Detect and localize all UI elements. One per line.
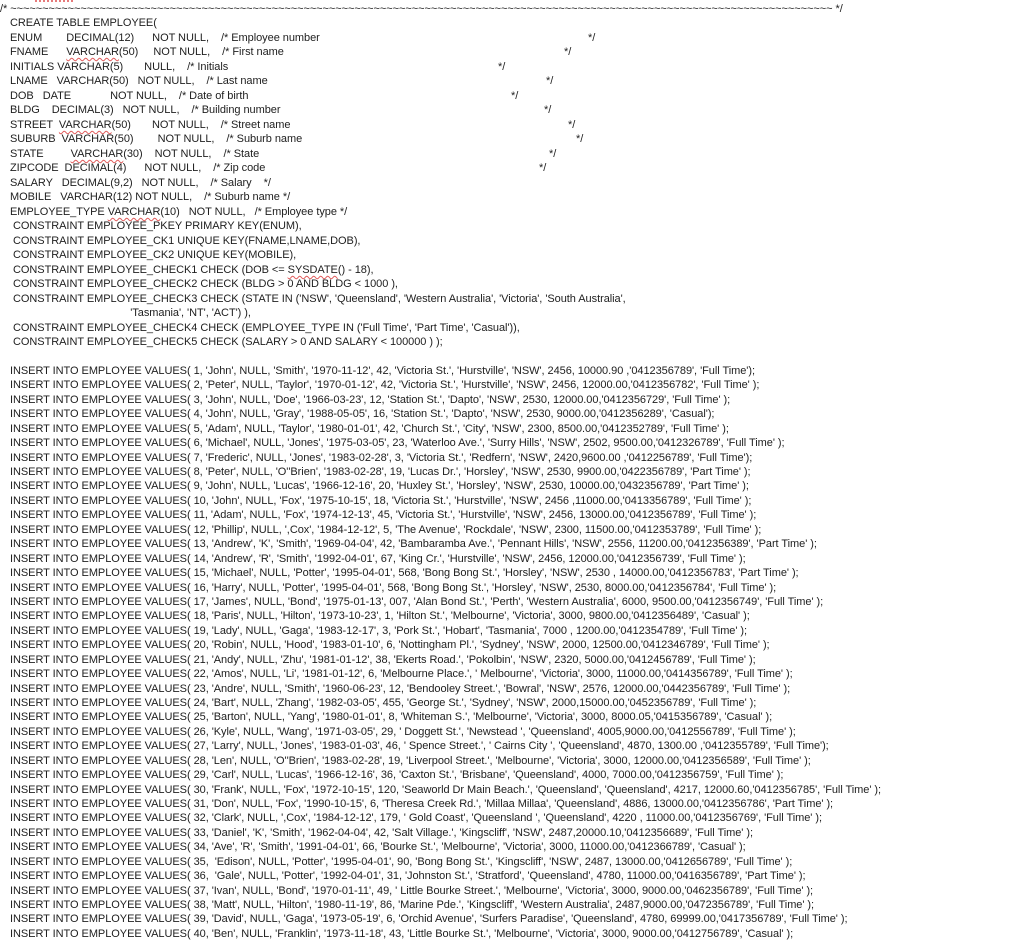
create-line	[10, 147, 557, 161]
insert-line: INSERT INTO EMPLOYEE VALUES( 34, 'Ave', 'R', 'Smith', '1991-04-01', 66, 'Bourke St.', 'Melbourne', 'Victoria', 3000, 11000.00,'0412366789', 'Casual' );	[10, 841, 746, 854]
create-line	[10, 292, 626, 306]
code-text: EMPLOYEE_TYPE VARCHAR(10) NOT NULL, /* Employee type */	[10, 206, 348, 218]
insert-line: INSERT INTO EMPLOYEE VALUES( 6, 'Michael', NULL, 'Jones', '1975-03-05', 23, 'Waterloo Ave.', 'Surry Hills', 'NSW', 2502, 9500.00,'0412326789', 'Full Time' );	[10, 437, 785, 450]
spellcheck-word: VARCHAR	[58, 119, 112, 131]
create-line	[10, 16, 157, 30]
code-text: MOBILE VARCHAR(12) NOT NULL, /* Suburb name */	[10, 191, 291, 203]
insert-line: INSERT INTO EMPLOYEE VALUES( 33, 'Daniel', 'K', 'Smith', '1962-04-04', 42, 'Salt Village.', 'Kingscliff', 'NSW', 2487,20000.10,'0412356689', 'Full Time' );	[10, 826, 753, 839]
insert-line: INSERT INTO EMPLOYEE VALUES( 35, 'Edison', NULL, 'Potter', '1995-04-01', 90, 'Bong Bong St.', 'Kingscliff', 'NSW', 2487, 13000.00,'0412656789', 'Full Time' );	[10, 855, 793, 868]
insert-line: INSERT INTO EMPLOYEE VALUES( 39, 'David', NULL, 'Gaga', '1973-05-19', 6, 'Orchid Avenue', 'Surfers Paradise', 'Queensland', 4780, 69999.00,'0417356789', 'Full Time' );	[10, 913, 848, 926]
insert-line: INSERT INTO EMPLOYEE VALUES( 32, 'Clark', NULL, ',Cox', '1984-12-12', 179, ' Gold Coast', 'Queensland ', 'Queensland', 4220 , 11000.00,'0412356769', 'Full Time' );	[10, 812, 822, 825]
create-line	[10, 45, 572, 59]
code-text: STREET VARCHAR(50) NOT NULL, /* Street name	[10, 119, 291, 131]
code-text: CONSTRAINT EMPLOYEE_CHECK5 CHECK (SALARY > 0 AND SALARY < 100000 ) );	[10, 336, 443, 348]
create-line	[10, 176, 271, 190]
insert-line: INSERT INTO EMPLOYEE VALUES( 21, 'Andy', NULL, 'Zhu', '1981-01-12', 38, 'Ekerts Road.', 'Pokolbin', 'NSW', 2320, 5000.00,'0412456789', 'Full Time' );	[10, 653, 756, 666]
insert-line: INSERT INTO EMPLOYEE VALUES( 2, 'Peter', NULL, 'Taylor', '1970-01-12', 42, 'Victoria St.', 'Hurstville', 'NSW', 2456, 12000.00,'0412356782', 'Full Time' );	[10, 379, 760, 392]
create-line	[10, 234, 360, 248]
code-text: DOB DATE NOT NULL, /* Date of birth	[10, 90, 249, 102]
code-text: SALARY DECIMAL(9,2) NOT NULL, /* Salary */	[10, 177, 271, 189]
insert-line: INSERT INTO EMPLOYEE VALUES( 26, 'Kyle', NULL, 'Wang', '1971-03-05', 29, ' Doggett St.', 'Newstead ', 'Queensland', 4005,9000.00,'0412556789', 'Full Time' );	[10, 725, 796, 738]
insert-line: INSERT INTO EMPLOYEE VALUES( 18, 'Paris', NULL, 'Hilton', '1973-10-23', 1, 'Hilton St.', 'Melbourne', 'Victoria', 3000, 9800.00,'0412356489', 'Casual' );	[10, 610, 750, 623]
code-text: CONSTRAINT EMPLOYEE_CHECK3 CHECK (STATE IN ('NSW', 'Queensland', 'Western Australia', 'Victoria', 'South Australia',	[10, 293, 626, 305]
insert-line: INSERT INTO EMPLOYEE VALUES( 7, 'Frederic', NULL, 'Jones', '1983-02-28', 3, 'Victoria St.', 'Redfern', 'NSW', 2420,9600.00 ,'0412256789', 'Full Time');	[10, 451, 753, 464]
code-text: INITIALS VARCHAR(5) NULL, /* Initials	[10, 61, 229, 73]
insert-line: INSERT INTO EMPLOYEE VALUES( 8, 'Peter', NULL, 'O''Brien', '1983-02-28', 19, 'Lucas Dr.', 'Horsley', 'NSW', 2530, 9900.00,'0422356789', 'Part Time' );	[10, 466, 751, 478]
insert-line: INSERT INTO EMPLOYEE VALUES( 40, 'Ben', NULL, 'Franklin', '1973-11-18', 43, 'Little Bourke St.', 'Melbourne', 'Victoria', 3000, 9000.00,'0412756789', 'Casual' );	[10, 927, 794, 940]
create-line	[10, 31, 596, 45]
create-line	[10, 219, 302, 233]
create-line	[10, 89, 519, 103]
code-text: BLDG DECIMAL(3) NOT NULL, /* Building number	[10, 104, 281, 116]
code-text: CONSTRAINT EMPLOYEE_CHECK2 CHECK (BLDG > 0 AND BLDG < 1000 ),	[10, 278, 398, 290]
insert-line: INSERT INTO EMPLOYEE VALUES( 29, 'Carl', NULL, 'Lucas', '1966-12-16', 36, 'Caxton St.', 'Brisbane', 'Queensland', 4000, 7000.00,'0412356759', 'Full Time' );	[10, 769, 784, 781]
insert-line: INSERT INTO EMPLOYEE VALUES( 15, 'Michael', NULL, 'Potter', '1995-04-01', 568, 'Bong Bong St.', 'Horsley', 'NSW', 2530 , 14000.00,'0412356783', 'Part Time' );	[10, 567, 799, 579]
insert-line: INSERT INTO EMPLOYEE VALUES( 28, 'Len', NULL, 'O''Brien', '1983-02-28', 19, 'Liverpool Street.', 'Melbourne', 'Victoria', 3000, 12000.00,'0412356589', 'Full Time' );	[10, 754, 811, 767]
code-text: ENUM DECIMAL(12) NOT NULL, /* Employee number	[10, 32, 320, 44]
insert-line: INSERT INTO EMPLOYEE VALUES( 30, 'Frank', NULL, 'Fox', '1972-10-15', 120, 'Seaworld Dr Main Beach.', 'Queensland', 'Queensland', 4217, 12000.60,'0412356785', 'Full Time' );	[10, 783, 882, 796]
create-line	[10, 74, 554, 88]
comment-close: */	[544, 104, 552, 116]
comment-close: */	[498, 61, 506, 73]
create-line	[10, 132, 584, 146]
code-text: FNAME VARCHAR(50) NOT NULL, /* First name	[10, 46, 284, 58]
spellcheck-word: VARCHAR	[107, 206, 161, 218]
insert-line: INSERT INTO EMPLOYEE VALUES( 24, 'Bart', NULL, 'Zhang', '1982-03-05', 455, 'George St.', 'Sydney', 'NSW', 2000,15000.00,'0452356789', 'Full Time' );	[10, 696, 757, 709]
code-text: LNAME VARCHAR(50) NOT NULL, /* Last name	[10, 75, 268, 87]
create-line	[10, 335, 443, 349]
insert-line: INSERT INTO EMPLOYEE VALUES( 37, 'Ivan', NULL, 'Bond', '1970-01-11', 49, ' Little Bourke Street.', 'Melbourne', 'Victoria', 3000, 9000.00,'0462356789', 'Full Time' );	[10, 884, 814, 897]
insert-line: INSERT INTO EMPLOYEE VALUES( 27, 'Larry', NULL, 'Jones', '1983-01-03', 46, ' Spence Street.', ' Cairns City ', 'Queensland', 4870, 1300.00 ,'0412355789', 'Full Time');	[10, 740, 829, 753]
code-text: CONSTRAINT EMPLOYEE_CK1 UNIQUE KEY(FNAME,LNAME,DOB),	[10, 235, 361, 247]
comment-close: */	[568, 119, 576, 131]
code-text: 'Tasmania', 'NT', 'ACT') ),	[10, 307, 251, 319]
header-comment-line: /* ~~~~~~~~~~~~~~~~~~~~~~~~~~~~~~~~~~~~~~~~~~~~~~~~~~~~~~~~~~~~~~~~~~~~~~~~~~~~~~~~~~~~~~~~~~~~~~~~~~~~~~~~~~~~~~~~~~~~~~~~~~~~~~~~~ */	[0, 3, 843, 15]
comment-close: */	[549, 148, 557, 160]
insert-line: INSERT INTO EMPLOYEE VALUES( 3, 'John', NULL, 'Doe', '1966-03-23', 12, 'Station St.', 'Dapto', 'NSW', 2530, 12000.00,'0412356729', 'Full Time' );	[10, 393, 731, 406]
create-line	[10, 306, 251, 320]
insert-line: INSERT INTO EMPLOYEE VALUES( 20, 'Robin', NULL, 'Hood', '1983-01-10', 6, 'Nottingham Pl.', 'Sydney', 'NSW', 2000, 12500.00,'0412346789', 'Full Time' );	[10, 639, 770, 652]
insert-line: INSERT INTO EMPLOYEE VALUES( 10, 'John', NULL, 'Fox', '1975-10-15', 18, 'Victoria St.', 'Hurstville', 'NSW', 2456 ,11000.00,'0413356789', 'Full Time' );	[10, 494, 752, 507]
insert-line: INSERT INTO EMPLOYEE VALUES( 4, 'John', NULL, 'Gray', '1988-05-05', 16, 'Station St.', 'Dapto', 'NSW', 2530, 9000.00,'0412356289', 'Casual');	[10, 408, 715, 421]
create-line	[10, 60, 506, 74]
create-line	[10, 118, 576, 132]
create-line	[10, 190, 290, 204]
create-line	[10, 277, 398, 291]
insert-line: INSERT INTO EMPLOYEE VALUES( 23, 'Andre', NULL, 'Smith', '1960-06-23', 12, 'Bendooley Street.', 'Bowral', 'NSW', 2576, 12000.00,'0442356789', 'Full Time' );	[10, 682, 791, 695]
spellcheck-word: VARCHAR	[70, 148, 124, 160]
create-line	[10, 161, 547, 175]
insert-line: INSERT INTO EMPLOYEE VALUES( 17, 'James', NULL, 'Bond', '1975-01-13', 007, 'Alan Bond St.', 'Perth', 'Western Australia', 6000, 9500.00,'0412356749', 'Full Time' );	[10, 595, 824, 608]
spellcheck-word: VARCHAR	[66, 46, 119, 58]
code-text: ZIPCODE DECIMAL(4) NOT NULL, /* Zip code	[10, 162, 266, 174]
insert-line: INSERT INTO EMPLOYEE VALUES( 14, 'Andrew', 'R', 'Smith', '1992-04-01', 67, 'King Cr.', 'Hurstville', 'NSW', 2456, 12000.00,'0412356739', 'Full Time' );	[10, 552, 746, 565]
insert-line: INSERT INTO EMPLOYEE VALUES( 38, 'Matt', NULL, 'Hilton', '1980-11-19', 86, 'Marine Pde.', 'Kingscliff', 'Western Australia', 2487,9000.00,'0472356789', 'Full Time' );	[10, 898, 815, 911]
insert-line: INSERT INTO EMPLOYEE VALUES( 5, 'Adam', NULL, 'Taylor', '1980-01-01', 42, 'Church St.', 'City', 'NSW', 2300, 8500.00,'0412352789', 'Full Time' );	[10, 422, 729, 435]
create-line	[10, 263, 373, 277]
create-line	[10, 103, 552, 117]
spellcheck-word: SYSDATE	[287, 264, 338, 276]
insert-line: INSERT INTO EMPLOYEE VALUES( 19, 'Lady', NULL, 'Gaga', '1983-12-17', 3, 'Pork St.', 'Hobart', 'Tasmania', 7000 , 1200.00,'0412354789', 'Full Time' );	[10, 624, 748, 637]
insert-line: INSERT INTO EMPLOYEE VALUES( 31, 'Don', NULL, 'Fox', '1990-10-15', 6, 'Theresa Creek Rd.', 'Millaa Millaa', 'Queensland', 4886, 13000.00,'0412356786', 'Part Time' );	[10, 797, 834, 810]
insert-line: INSERT INTO EMPLOYEE VALUES( 25, 'Barton', NULL, 'Yang', '1980-01-01', 8, 'Whiteman S.', 'Melbourne', 'Victoria', 3000, 8000.05,'0415356789', 'Casual' );	[10, 711, 773, 724]
create-line	[10, 321, 520, 335]
create-line	[10, 205, 347, 219]
comment-close: */	[564, 46, 572, 58]
code-text: CONSTRAINT EMPLOYEE_CHECK1 CHECK (DOB <= SYSDATE() - 18),	[10, 264, 374, 276]
code-text: SUBURB VARCHAR(50) NOT NULL, /* Suburb name	[10, 133, 303, 145]
code-text: CONSTRAINT EMPLOYEE_PKEY PRIMARY KEY(ENUM),	[10, 220, 302, 232]
comment-close: */	[511, 90, 519, 102]
code-text: CONSTRAINT EMPLOYEE_CK2 UNIQUE KEY(MOBILE),	[10, 249, 297, 261]
insert-line: INSERT INTO EMPLOYEE VALUES( 36, 'Gale', NULL, 'Potter', '1992-04-01', 31, 'Johnston St.', 'Stratford', 'Queensland', 4780, 11000.00,'0416356789', 'Part Time' );	[10, 870, 806, 882]
insert-line: INSERT INTO EMPLOYEE VALUES( 12, 'Phillip', NULL, ',Cox', '1984-12-12', 5, 'The Avenue', 'Rockdale', 'NSW', 2300, 11500.00,'0412353789', 'Full Time' );	[10, 523, 762, 536]
insert-line: INSERT INTO EMPLOYEE VALUES( 1, 'John', NULL, 'Smith', '1970-11-12', 42, 'Victoria St.', 'Hurstville', 'NSW', 2456, 10000.90 ,'0412356789', 'Full Time');	[10, 365, 755, 377]
insert-line: INSERT INTO EMPLOYEE VALUES( 16, 'Harry', NULL, 'Potter', '1995-04-01', 568, 'Bong Bong St.', 'Horsley', 'NSW', 2530, 8000.00,'0412356784', 'Full Time' );	[10, 581, 777, 594]
comment-close: */	[576, 133, 584, 145]
insert-line: INSERT INTO EMPLOYEE VALUES( 9, 'John', NULL, 'Lucas', '1966-12-16', 20, 'Huxley St.', 'Horsley', 'NSW', 2530, 10000.00,'0432356789', 'Part Time' );	[10, 480, 749, 493]
comment-close: */	[546, 75, 554, 87]
insert-line: INSERT INTO EMPLOYEE VALUES( 22, 'Amos', NULL, 'Li', '1981-01-12', 6, 'Melbourne Place.', ' Melbourne', 'Victoria', 3000, 11000.00,'0414356789', 'Full Time' );	[10, 668, 793, 680]
insert-line: INSERT INTO EMPLOYEE VALUES( 11, 'Adam', NULL, 'Fox', '1974-12-13', 45, 'Victoria St.', 'Hurstville', 'NSW', 2456, 13000.00,'0412356789', 'Full Time' );	[10, 509, 757, 522]
insert-line: INSERT INTO EMPLOYEE VALUES( 13, 'Andrew', 'K', 'Smith', '1969-04-04', 42, 'Bambaramba Ave.', 'Pennant Hills', 'NSW', 2556, 11200.00,'0412356389', 'Part Time' );	[10, 538, 817, 551]
comment-close: */	[588, 32, 596, 44]
code-text: CREATE TABLE EMPLOYEE(	[10, 17, 157, 29]
create-line	[10, 248, 296, 262]
code-text: STATE VARCHAR(30) NOT NULL, /* State	[10, 148, 260, 160]
code-text: CONSTRAINT EMPLOYEE_CHECK4 CHECK (EMPLOYEE_TYPE IN ('Full Time', 'Part Time', 'Casual')),	[10, 322, 520, 334]
comment-close: */	[539, 162, 547, 174]
